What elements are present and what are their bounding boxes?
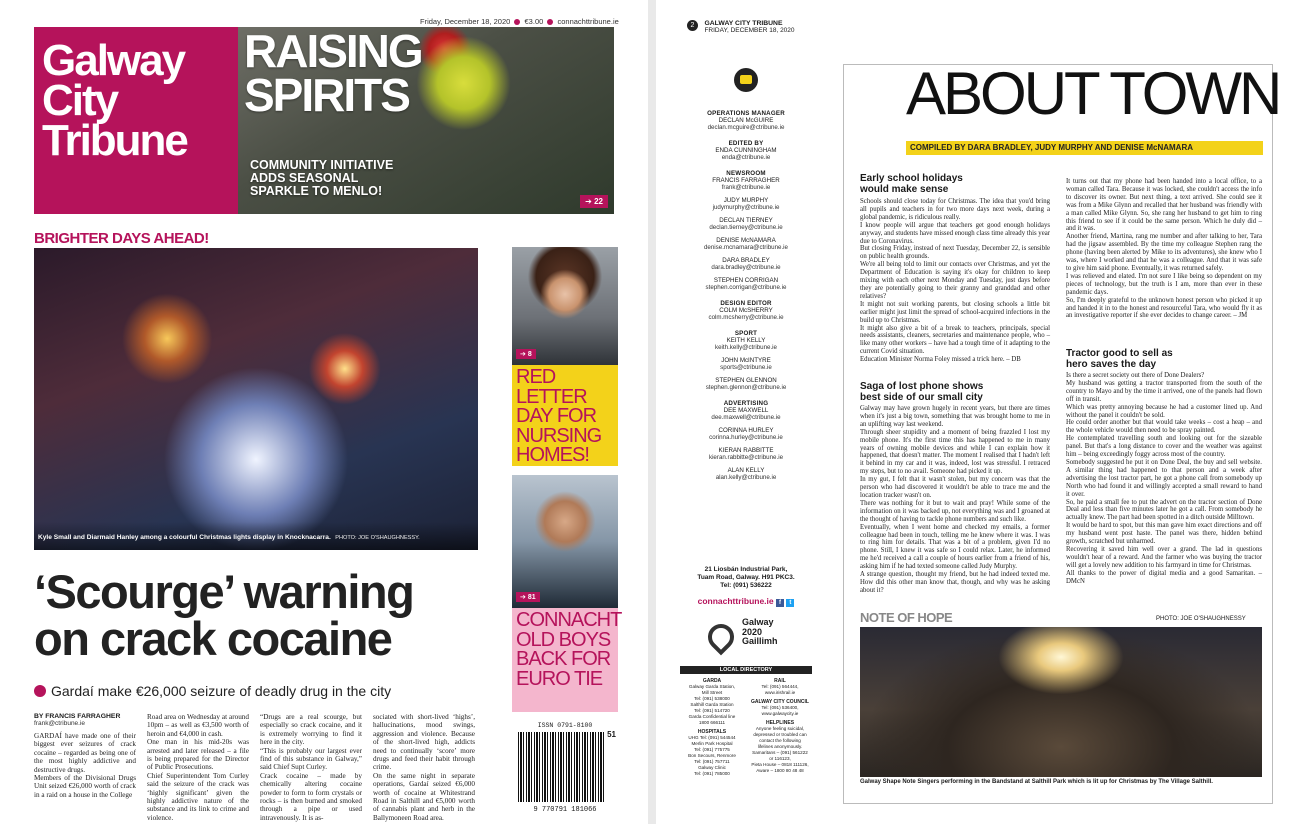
local-directory-title: LOCAL DIRECTORY [680, 666, 812, 674]
page-ref-number: 81 [527, 594, 536, 601]
logo-word-galway: Galway [42, 36, 185, 85]
staff-name: FRANCIS FARRAGHER [712, 177, 780, 184]
folio-date: FRIDAY, DECEMBER 18, 2020 [704, 27, 795, 34]
note-of-hope-credit: PHOTO: JOE O'SHAUGHNESSY [1156, 616, 1246, 622]
staff-email[interactable]: corinna.hurley@ctribune.ie [709, 434, 783, 441]
staff-entry [686, 217, 806, 231]
page-ref-number: 22 [594, 197, 603, 206]
story-column-1: GARDAÍ have made one of their biggest ever seizures of crack cocaine – regarded as being one of the most highly addictive and destructive drugs. Members of the Divisional Drugs Unit seized €26,000 worth of crack in a raid on a house in the College [34, 732, 136, 799]
logo-word-city: City [42, 76, 118, 125]
main-headline-line1: ‘Scourge’ warning [34, 565, 414, 618]
galway-2020-text: Galway 2020 Gaillimh [742, 617, 778, 646]
staff-name: KEITH KELLY [726, 337, 766, 344]
barcode-number: 9 770791 181066 [533, 806, 597, 814]
staff-directory [686, 104, 806, 481]
story-column-2: Road area on Wednesday at around 10pm – as well as €3,500 worth of heroin and €4,000 in cash. One man in his mid-20s was arrested and later released – a file is being prepared for the Director of Public Prosecutions. Chief Superintendent Tom Curley said the seizure of the crack was ‘highly significant’ given the highly addictive nature of the substance and its link to crime and violence. [147, 713, 249, 822]
staff-email[interactable]: dee.maxwell@ctribune.ie [711, 414, 781, 421]
page-number: 2 [687, 20, 698, 31]
photo-caption [34, 522, 478, 550]
caption-credit: PHOTO: JOE O'SHAUGHNESSY. [335, 535, 420, 541]
staff-email[interactable]: denise.mcnamara@ctribune.ie [703, 244, 788, 251]
site-link-text[interactable]: connachttribune.ie [697, 596, 774, 606]
staff-role: NEWSROOM [726, 170, 766, 177]
staff-entry [686, 427, 806, 441]
rail-title: RAIL [774, 678, 786, 684]
staff-entry [686, 400, 806, 421]
speech-bubble-area [686, 64, 806, 89]
staff-email[interactable]: stephen.corrigan@ctribune.ie [705, 284, 787, 291]
staff-name: JOHN McINTYRE [721, 357, 771, 364]
side-promo-2-headline[interactable]: CONNACHT OLD BOYS BACK FOR EURO TIE [512, 608, 618, 712]
staff-name: DEE MAXWELL [723, 407, 769, 414]
office-address: 21 Liosbán Industrial Park, Tuam Road, Galway. H91 PKC3. Tel: (091) 536222 [697, 566, 795, 589]
issue-date: Friday, December 18, 2020 [420, 17, 511, 26]
galway-2020-icon [703, 619, 740, 656]
lead-promo-page-ref[interactable] [580, 195, 608, 208]
story-column-3: “Drugs are a real scourge, but especially so crack cocaine, and it is extremely worrying to find it here in the city. “This is probably our largest ever find of this substance in Galway,” said Chief Supt Curley. Crack cocaine – made by chemically altering cocaine powder to form to form crystals or rocks – is then burned and smoked through a pipe or used intravenously. It is as- [260, 713, 362, 822]
side-promo-2-page-ref[interactable] [516, 592, 540, 602]
byline-name: BY FRANCIS FARRAGHER [34, 713, 121, 720]
side-promo-1-page-ref[interactable] [516, 349, 536, 359]
staff-role: DESIGN EDITOR [720, 300, 772, 307]
photo-story-label: BRIGHTER DAYS AHEAD! [34, 230, 209, 247]
rail-text: Tel: (091) 564444, www.irishrail.ie [761, 684, 799, 695]
story-column-4: sociated with short-lived ‘highs’, hallucinations, mood swings, aggression and violence. Because of the short-lived high, addicts need to continually ‘score’ more drugs and feed their habit through crime. On the same night in separate operations, Gardaí seized €6,000 worth of cocaine at Whitestrand Road in Salthill and €5,000 worth of cannabis plant and herb in the Ballymoneen Road area. [373, 713, 475, 822]
staff-entry [686, 170, 806, 191]
staff-email[interactable]: declan.mcguire@ctribune.ie [707, 124, 785, 131]
compiled-by-bar: COMPILED BY DARA BRADLEY, JUDY MURPHY AND DENISE McNAMARA [906, 141, 1263, 155]
arrow-right-icon: ➔ [585, 197, 592, 206]
staff-name: DECLAN TIERNEY [719, 217, 773, 224]
staff-role: SPORT [734, 330, 758, 337]
side-promo-2-photo[interactable] [512, 475, 618, 608]
bullet-icon [514, 19, 520, 25]
staff-entry [686, 300, 806, 321]
barcode-issn: ISSN 0791-8100 [537, 722, 593, 729]
staff-entry [686, 447, 806, 461]
staff-entry [686, 330, 806, 351]
council-title: GALWAY CITY COUNCIL [751, 699, 809, 705]
staff-name: ENDA CUNNINGHAM [715, 147, 777, 154]
bullet-icon [547, 19, 553, 25]
staff-role: EDITED BY [728, 140, 764, 147]
story-2-headline: Saga of lost phone shows best side of our small city [860, 381, 984, 403]
staff-entry [686, 197, 806, 211]
staff-entry [686, 237, 806, 251]
staff-name: ALAN KELLY [727, 467, 765, 474]
side-promo-1-photo[interactable] [512, 247, 618, 365]
staff-email[interactable]: stephen.glennon@ctribune.ie [705, 384, 787, 391]
story-1-headline: Early school holidays would make sense [860, 173, 963, 195]
staff-name: STEPHEN GLENNON [715, 377, 777, 384]
staff-email[interactable]: judymurphy@ctribune.ie [712, 204, 780, 211]
barcode [512, 722, 618, 816]
staff-email[interactable]: enda@ctribune.ie [721, 154, 771, 161]
lead-promo-headline-line2: SPIRITS [244, 69, 409, 121]
staff-name: STEPHEN CORRIGAN [713, 277, 779, 284]
main-headline[interactable] [34, 565, 504, 665]
galway-2020-logo [708, 618, 798, 658]
story-3-headline: Tractor good to sell as hero saves the day [1066, 348, 1173, 370]
story-2-body: Galway may have grown hugely in recent years, but there are times when it's just a big town, something that was brought home to me in an uplifting way last weekend. Through sheer stupidity and a moment of being frazzled I lost my mobile phone. It's the first time this has happened to me in many years of owning mobile devices and while I can explain how it happened, that doesn't matter. The moment I realised that I hadn't left it behind in my car and it was, indeed, lost was stressful. I retraced my steps, but to no avail. Someone had picked it up. In my gut, I felt that it wasn't stolen, but my concern was that the person who had discovered it wouldn't be able to trace me and the location tracker wasn't on. There was nothing for it but to wait and pray! While some of the information on it was backed up, not everything was and I groaned at the thought of having to tackle phone numbers and such like. Eventually, when I went home and checked my emails, a former colleague had been in touch, telling me he knew where it was. I was to ring him for details. That was a bit of a problem, given I'd no phone. Still, I knew it was safe so I could relax. Later, he informed me he'd received a call a couple of hours earlier from a friend of his, asking him if he had texted someone called Judy Murphy. A strange question, thought my friend, but he had indeed texted me. How did this other man know that, though, and why was he asking about it? [860, 405, 1050, 594]
garda-text: Galway Garda Station, Mill Street Tel: (091) 538000 Salthill Garda Station Tel: (091) 514720 Garda Confidential line 1800 666111 [688, 684, 736, 725]
staff-entry [686, 277, 806, 291]
note-of-hope-label: NOTE OF HOPE [860, 610, 953, 625]
staff-email[interactable]: frank@ctribune.ie [721, 184, 771, 191]
staff-email[interactable]: colm.mcsherry@ctribune.ie [708, 314, 784, 321]
standfirst-text: Gardaí make €26,000 seizure of deadly drug in the city [51, 683, 392, 699]
barcode-issue: 51 [607, 730, 616, 739]
date-line [420, 17, 619, 26]
front-page [0, 0, 648, 824]
masthead-website[interactable]: connachttribune.ie [557, 17, 619, 26]
chat-icon [734, 68, 758, 92]
staff-role: OPERATIONS MANAGER [707, 110, 785, 117]
page-ref-number: 8 [527, 351, 532, 358]
hospitals-title: HOSPITALS [697, 729, 727, 735]
caption-text: Kyle Small and Diarmaid Hanley among a colourful Christmas lights display in Knocknacarra. [38, 534, 331, 541]
inside-page [656, 0, 1304, 824]
staff-name: KIERAN RABBITTE [718, 447, 774, 454]
byline [34, 713, 136, 727]
staff-name: COLM McSHERRY [719, 307, 773, 314]
barcode-bars [518, 732, 604, 802]
main-headline-line2: on crack cocaine [34, 612, 392, 665]
staff-email[interactable]: keith.kelly@ctribune.ie [715, 344, 777, 351]
local-directory [680, 666, 812, 816]
masthead-logo[interactable] [34, 27, 238, 214]
staff-email[interactable]: sports@ctribune.ie [720, 364, 772, 371]
lead-promo-headline-line1: RAISING [244, 25, 422, 77]
hospitals-text: UHG Tel: (091) 544544 Merlin Park Hospital Tel: (091) 775775 Bon Secours, Renmore Tel: (091) 757711 Galway Clinic Tel: (091) 785000 [688, 735, 736, 776]
christmas-lights-photo[interactable] [34, 248, 478, 550]
staff-email[interactable]: alan.kelly@ctribune.ie [715, 474, 777, 481]
helplines-text: Anyone feeling suicidal, depressed or troubled can contact the following lifelines anonymously. Samaritans – (091) 561222 or 116123, Pieta House – 0818 111126, Aware – 1800 80 48 48 [751, 726, 809, 773]
staff-email[interactable]: dara.bradley@ctribune.ie [711, 264, 781, 271]
staff-name: CORINNA HURLEY [718, 427, 774, 434]
staff-name: DARA BRADLEY [722, 257, 770, 264]
story-3-body: Is there a secret society out there of Done Dealers? My husband was getting a tractor transported from the south of the country to Mayo and by the time it arrived, one of the panels had flown off in transit. Which was pretty annoying because he had a customer lined up. And without the panel it couldn't be sold. He could order another but that would take weeks – cost a heap – and the whole vehicle would then need to be spray painted. He contemplated travelling south and looking out for the sizeable panel. But that's a long distance to cover and the weather was against him – being exceedingly foggy across most of the country. Somebody suggested he put it on Done Deal, the buy and sell website. A similar thing had happened to that person and a week after advertising the lost tractor part, he got a phone call from somebody up North who had found it and willingly accepted a small reward to hand it over. So, he paid a small fee to put the advert on the tractor section of Done Deal and less than five minutes later he got a call. From somebody he actually knew. The part had been spotted in a ditch outside Milltown. It would be hard to spot, but this man gave him exact directions and off my husband went post haste. The panel was there, hidden behind growth, scratched but unharmed. Recovering it saved him well over a grand. The lad in questions wouldn't hear of a reward. And the farmer who was buying the tractor will get a lovely new addition to his farmyard in time for Christmas. All thanks to the power of digital media and a good Samaritan. – DMcN [1066, 372, 1262, 585]
side-promo-1-headline[interactable]: RED LETTER DAY FOR NURSING HOMES! [512, 365, 618, 466]
garda-title: GARDA [702, 678, 722, 684]
staff-entry [686, 377, 806, 391]
lead-promo-photo[interactable] [238, 27, 614, 214]
twitter-icon[interactable]: t [786, 599, 794, 607]
staff-entry [686, 257, 806, 271]
logo-word-tribune: Tribune [42, 116, 187, 165]
lead-promo-subline: COMMUNITY INITIATIVE ADDS SEASONAL SPARKLE TO MENLO! [250, 158, 394, 198]
standfirst [34, 683, 504, 699]
facebook-icon[interactable]: f [776, 599, 784, 607]
staff-name: DECLAN McGUIRE [718, 117, 774, 124]
cover-price: €3.00 [524, 17, 544, 26]
staff-entry [686, 140, 806, 161]
staff-email[interactable]: declan.tierney@ctribune.ie [709, 224, 783, 231]
staff-name: JUDY MURPHY [723, 197, 769, 204]
story-2-continued: It turns out that my phone had been handed into a local office, to a woman called Tara. Because it was locked, she couldn't access the info to discover its owner. But next thing, a text arrived. She could see it was from a Mike Glynn and recalled that her husband was friendly with a man called Mike Glynn. So, she rang her husband to get him to ring this friend to see if it could be the same person. Which he duly did – and it was. Another friend, Martina, rang me number and after talking to her, Tara had the jigsaw assembled. By the time my colleague Stephen rang the phone (having been alerted by Mike to its adventures), she knew who I was, where I worked and that he was a colleague. And that it was safe to give him said phone. Eventually, it was returned safely. I was relieved and elated. I'm not sure I like being so dependent on my pieces of technology, but the truth is I am, more than ever in these pandemic days. So, I'm deeply grateful to the unknown honest person who picked it up and handed it in to the honest and resourceful Tara, who would fly it as an investigative reporter if she ever decides to change career. – JM [1066, 178, 1262, 320]
staff-entry [686, 357, 806, 371]
staff-entry [686, 467, 806, 481]
story-1-body: Schools should close today for Christmas. The idea that you'd bring all pupils and teachers in for two more days next week, during a global pandemic, is ridiculous really. I know people will argue that teachers get good enough holidays anyway, and students have missed enough class time already this year due to Coronavirus. But closing Friday, instead of next Tuesday, December 22, is sensible on public health grounds. We're all being told to limit our contacts over Christmas, and yet the Department of Education is saying it's okay for children to keep mixing with each other next Monday and Tuesday, just days before they are potentially going to their granny and granddad and other relatives? It might not suit working parents, but closing schools a little bit earlier might just limit the spread of school-acquired infections in the build up to Christmas. It might also give a bit of a break to teachers, principals, special needs assistants, cleaners, secretaries and maintenance people, who – like many other workers – have had a tough time of it adapting to the current Covid situation. Education Minister Norma Foley missed a trick here. – DB [860, 198, 1051, 364]
arrow-right-icon: ➔ [520, 351, 526, 358]
staff-name: DENISE McNAMARA [716, 237, 776, 244]
helplines-title: HELPLINES [765, 720, 795, 726]
staff-role: ADVERTISING [723, 400, 769, 407]
site-link[interactable] [686, 596, 806, 607]
folio-title: GALWAY CITY TRIBUNE [704, 20, 783, 27]
about-town-masthead: ABOUT TOWN [906, 60, 1280, 127]
staff-entry [686, 110, 806, 131]
bandstand-photo[interactable] [860, 627, 1262, 777]
folio [687, 20, 795, 38]
bullet-icon [34, 685, 46, 697]
staff-email[interactable]: kieran.rabbitte@ctribune.ie [708, 454, 784, 461]
arrow-right-icon: ➔ [520, 594, 526, 601]
bandstand-caption: Galway Shape Note Singers performing in the Bandstand at Salthill Park which is lit up for Christmas by The Village Salthill. [860, 779, 1213, 785]
council-text: Tel: (091) 536400, www.galwaycity.ie [761, 705, 799, 716]
byline-email[interactable]: frank@ctribune.ie [34, 720, 86, 727]
